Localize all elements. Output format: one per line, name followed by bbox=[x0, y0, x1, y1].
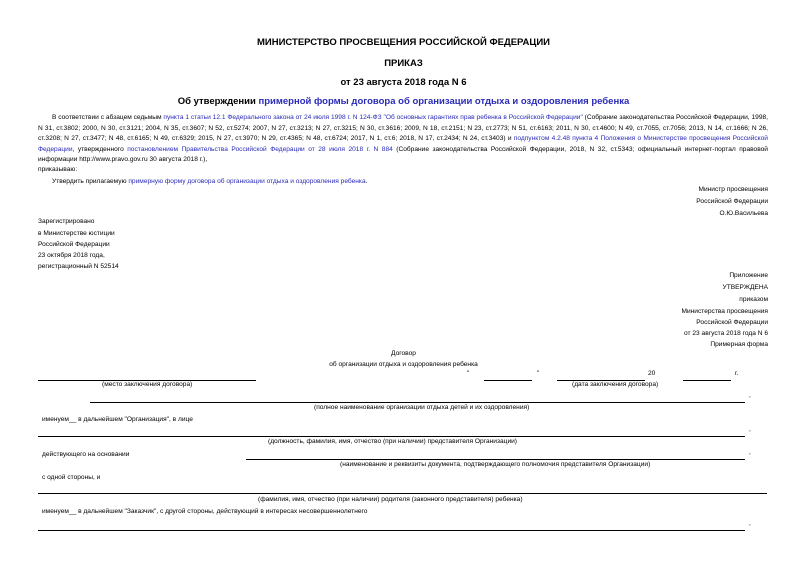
contract-subtitle: об организации отдыха и оздоровления ребенка bbox=[329, 361, 478, 368]
year-field[interactable] bbox=[683, 380, 731, 381]
organization-comma: , bbox=[749, 392, 751, 399]
appendix-line-4: Министерства просвещения bbox=[681, 308, 768, 315]
preamble-text-1: В соответствии с абзацем седьмым bbox=[52, 114, 164, 121]
appendix-line-1: Приложение bbox=[729, 272, 768, 279]
authority-comma: , bbox=[749, 449, 751, 456]
named-customer: именуем__ в дальнейшем "Заказчик", с другой стороны, действующий в интересах несовершеннолетнего bbox=[42, 508, 368, 515]
approve-sentence bbox=[52, 178, 367, 186]
preamble-text-4: (Собрание законодательства Российской Федерации, 2018, N 32, ст.5343; официальный интернет-портал правовой информации http://www.pravo.gov.ru 30 августа 2018 г.), bbox=[38, 145, 768, 164]
registration-line-3: Российской Федерации bbox=[38, 241, 110, 248]
appendix-line-6: от 23 августа 2018 года N 6 bbox=[684, 330, 768, 337]
acting-basis: действующего на основании bbox=[42, 451, 130, 458]
parent-field[interactable] bbox=[38, 493, 767, 494]
preamble-paragraph bbox=[38, 113, 768, 166]
registration-line-1: Зарегистрировано bbox=[38, 218, 95, 225]
preamble-text-2: (Собрание законодательства Российской Федерации, 1998, N 31, ст.3802; 2000, N 30, ст.3121; 2004, N 35, ст.3607; N 52, ст.5274; 2007, N 27, ст.3213; N 27, ст.3215; N 30, ст.3616; 2009, N 18, ст.2151; N 23, ст.2773; N 51, ст.6163; 2011, N 30, ст.4600; N 49, ст.7055, ст.7056; 2013, N 14, ст.1666; N 26, ст.3208; N 27, ст.3477; N 48, ст.6165; N 49, ст.6329; 2015, N 27, ст.3970; N 29, ст.4365; N 48, ст.6724; 2017, N 1, ст.6; 2018, N 17, ст.2434; N 24, ст.3403) и bbox=[38, 114, 768, 143]
representative-field[interactable] bbox=[38, 436, 745, 437]
appendix-line-3: приказом bbox=[739, 296, 768, 303]
contract-title: Договор bbox=[391, 350, 416, 357]
date-caption: (дата заключения договора) bbox=[572, 381, 659, 388]
appendix-form-label: Примерная форма bbox=[710, 341, 768, 348]
child-field[interactable] bbox=[38, 530, 745, 531]
approve-link[interactable]: примерную форму договора об организации отдыха и оздоровления ребенка bbox=[128, 178, 366, 185]
signature-line-2: Российской Федерации bbox=[696, 198, 768, 205]
signature-line-1: Министр просвещения bbox=[698, 186, 768, 193]
title-prefix: Об утверждении bbox=[177, 96, 259, 107]
named-organization: именуем__ в дальнейшем "Организация", в лице bbox=[42, 416, 193, 423]
quote-open: " bbox=[467, 370, 470, 377]
title-link[interactable]: примерной формы договора об организации отдыха и оздоровления ребенка bbox=[258, 96, 630, 107]
order-word: приказываю: bbox=[38, 166, 78, 173]
registration-line-4: 23 октября 2018 года, bbox=[38, 252, 105, 259]
registration-number: регистрационный N 52514 bbox=[38, 263, 119, 270]
law-link[interactable]: пункта 1 статьи 12.1 Федерального закона от 24 июля 1998 г. N 124-ФЗ "Об основных гарантиях прав ребенка в Российской Федерации" bbox=[163, 114, 583, 121]
representative-comma: , bbox=[749, 426, 751, 433]
appendix-line-2: УТВЕРЖДЕНА bbox=[722, 284, 768, 291]
child-comma: , bbox=[749, 520, 751, 527]
year-suffix: г. bbox=[735, 370, 739, 377]
doc-title bbox=[0, 96, 807, 107]
authority-document-caption: (наименование и реквизиты документа, подтверждающего полномочия представителя Организации) bbox=[340, 461, 651, 468]
approve-prefix: Утвердить прилагаемую bbox=[52, 178, 129, 185]
parent-caption: (фамилия, имя, отчество (при наличии) родителя (законного представителя) ребенка) bbox=[258, 496, 523, 503]
doc-date: от 23 августа 2018 года N 6 bbox=[340, 77, 467, 88]
preamble-text-3: , утвержденного bbox=[72, 145, 128, 153]
representative-caption: (должность, фамилия, имя, отчество (при наличии) представителя Организации) bbox=[268, 438, 518, 445]
doc-type-heading: ПРИКАЗ bbox=[384, 58, 423, 69]
resolution-link[interactable]: постановлением Правительства Российской Федерации от 28 июля 2018 г. N 884 bbox=[127, 145, 393, 153]
year-prefix: 20 bbox=[648, 370, 656, 377]
day-field[interactable] bbox=[484, 380, 532, 381]
signature-name: О.Ю.Васильева bbox=[719, 210, 768, 217]
authority-document-field[interactable] bbox=[246, 459, 745, 460]
regulation-link[interactable]: подпунктом 4.2.48 пункта 4 Положения о Министерстве просвещения Российской Федерации bbox=[38, 135, 768, 153]
approve-suffix: . bbox=[365, 178, 368, 185]
ministry-heading: МИНИСТЕРСТВО ПРОСВЕЩЕНИЯ РОССИЙСКОЙ ФЕДЕРАЦИИ bbox=[256, 37, 551, 48]
registration-line-2: в Министерстве юстиции bbox=[38, 230, 115, 237]
quote-close: " bbox=[537, 370, 540, 377]
organization-field[interactable] bbox=[90, 402, 745, 403]
place-caption: (место заключения договора) bbox=[102, 381, 193, 388]
organization-caption: (полное наименование организации отдыха детей и их оздоровления) bbox=[314, 404, 530, 411]
appendix-line-5: Российской Федерации bbox=[696, 319, 768, 326]
one-side-text: с одной стороны, и bbox=[42, 474, 101, 481]
